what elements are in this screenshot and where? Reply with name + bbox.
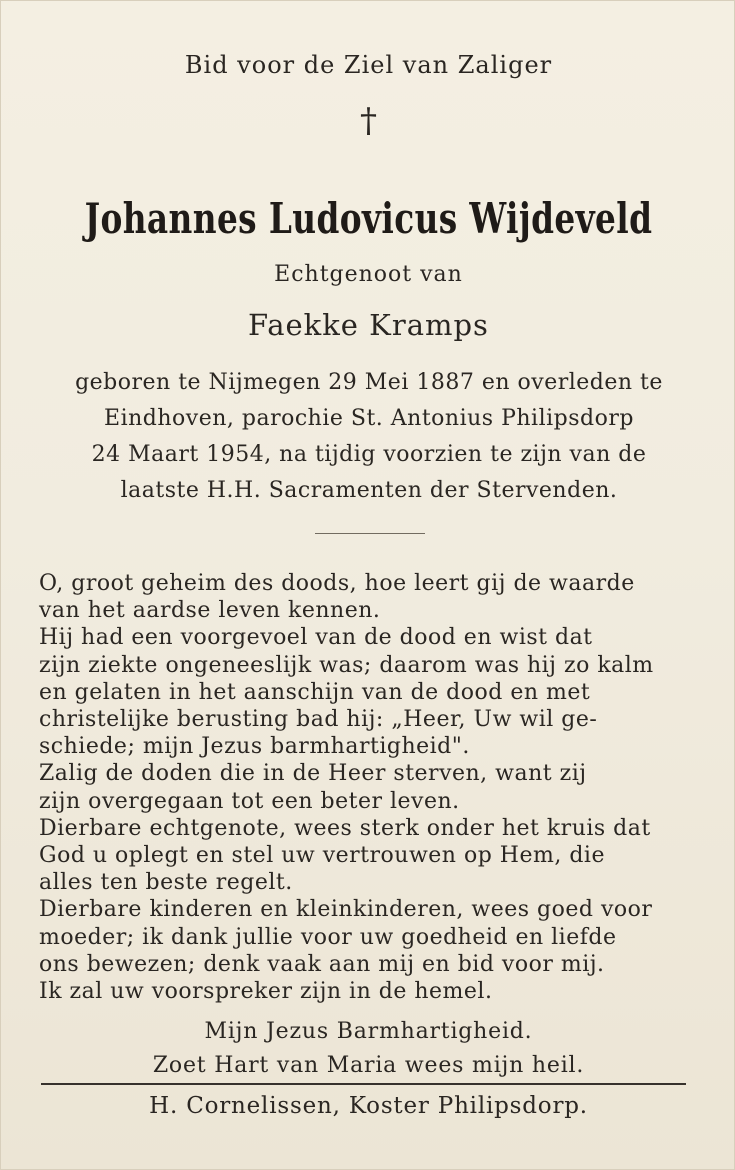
prayer-line: O, groot geheim des doods, hoe leert gij de waarde xyxy=(39,571,635,596)
printer-credit: H. Cornelissen, Koster Philipsdorp. xyxy=(149,1093,588,1119)
divider-short xyxy=(315,533,425,534)
prayer-line: en gelaten in het aanschijn van de dood en met xyxy=(39,679,591,705)
birth-death-line: Eindhoven, parochie St. Antonius Philipsdorp xyxy=(104,406,634,431)
prayer-line: schiede; mijn Jezus barmhartigheid". xyxy=(39,734,470,760)
prayer-line: Zalig de doden die in de Heer sterven, want zij xyxy=(39,761,587,787)
birth-death-line: laatste H.H. Sacramenten der Stervenden. xyxy=(120,478,618,503)
prayer-line: Ik zal uw voorspreker zijn in de hemel. xyxy=(39,979,493,1005)
card-heading: Bid voor de Ziel van Zaliger xyxy=(184,51,553,79)
prayer-line: ons bewezen; denk vaak aan mij en bid voor mij. xyxy=(39,951,605,977)
closing-line: Mijn Jezus Barmhartigheid. xyxy=(204,1019,533,1044)
prayer-line: christelijke berusting bad hij: „Heer, Uw wil ge- xyxy=(39,707,598,733)
birth-death-line: 24 Maart 1954, na tijdig voorzien te zijn van de xyxy=(91,442,647,467)
prayer-line: zijn overgegaan tot een beter leven. xyxy=(39,788,460,814)
birth-death-paragraph xyxy=(39,365,699,509)
prayer-text xyxy=(39,570,699,1005)
prayer-line: Hij had een voorgevoel van de dood en wist dat xyxy=(39,625,593,651)
prayer-line: God u oplegt en stel uw vertrouwen op Hem, die xyxy=(39,843,605,869)
divider-long xyxy=(41,1083,686,1085)
closing-prayer xyxy=(1,1015,735,1083)
birth-death-line: geboren te Nijmegen 29 Mei 1887 en overleden te xyxy=(75,370,663,395)
prayer-line: Dierbare echtgenote, wees sterk onder het kruis dat xyxy=(39,815,651,841)
deceased-name: Johannes Ludovicus Wijdeveld xyxy=(84,194,653,243)
prayer-line: alles ten beste regelt. xyxy=(39,870,293,896)
closing-line: Zoet Hart van Maria wees mijn heil. xyxy=(152,1053,585,1078)
prayer-line: van het aardse leven kennen. xyxy=(39,598,381,624)
prayer-line: Dierbare kinderen en kleinkinderen, wees goed voor xyxy=(39,897,653,923)
spouse-name: Faekke Kramps xyxy=(248,308,489,342)
spouse-intro: Echtgenoot van xyxy=(274,262,463,287)
cross-icon: † xyxy=(360,101,377,141)
prayer-line: moeder; ik dank jullie voor uw goedheid en liefde xyxy=(39,924,617,950)
prayer-line: zijn ziekte ongeneeslijk was; daarom was hij zo kalm xyxy=(39,652,654,678)
